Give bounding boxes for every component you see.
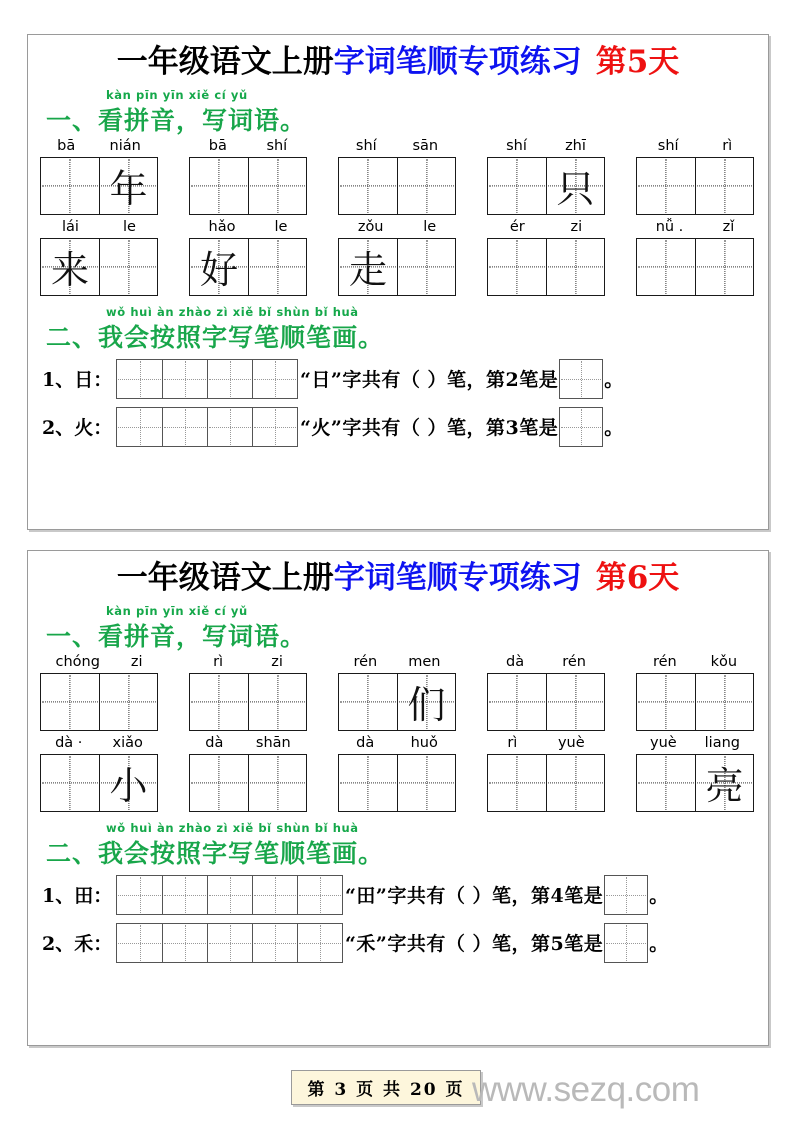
tianzige-grid[interactable] [189,157,307,215]
stroke-box[interactable] [207,360,252,398]
word-cell [338,735,456,812]
hanzi-glyph [41,674,99,730]
pinyin-syllable-1: ér [509,218,525,235]
hanzi-glyph [488,239,546,295]
word-cell [338,138,456,215]
word-cell [487,654,605,731]
tianzige-cell[interactable] [41,674,99,730]
hanzi-glyph: 只 [556,167,595,212]
pinyin-syllable-2: le [423,218,437,235]
word-row [28,219,768,296]
hanzi-glyph [547,674,604,730]
stroke-period: 。 [604,417,624,440]
hanzi-glyph: 小 [109,764,148,809]
pinyin-syllable-2: nián [109,137,141,154]
word-cell [189,735,307,812]
tianzige-cell[interactable] [397,158,455,214]
hanzi-glyph [100,239,157,295]
word-row [28,654,768,731]
tianzige-cell[interactable] [695,158,753,214]
hanzi-glyph [249,755,306,811]
stroke-row-label: 2、禾： [42,933,113,956]
hanzi-glyph [696,239,753,295]
tianzige-cell[interactable] [546,674,604,730]
stroke-order-row [28,875,768,915]
hanzi-glyph [249,674,306,730]
pinyin-syllable-2: le [274,218,288,235]
hanzi-glyph [41,158,99,214]
hanzi-glyph: 年 [109,167,148,212]
pinyin-syllable-1: dà [205,734,224,751]
pinyin-syllable-1: yuè [649,734,677,751]
word-cell [338,654,456,731]
stroke-answer-box[interactable] [559,359,603,399]
pinyin-syllable-2: zhī [565,137,586,154]
stroke-box[interactable] [207,876,252,914]
pinyin-syllable-1: bā [57,137,76,154]
pinyin-syllable-2: rén [562,653,586,670]
tianzige-grid[interactable] [338,157,456,215]
section-1-pinyin: kàn pīn yīn xiě cí yǔ [106,603,248,618]
hanzi-glyph [637,674,695,730]
pinyin-label [189,138,307,154]
tianzige-cell[interactable] [99,674,157,730]
stroke-practice-boxes[interactable] [116,359,298,399]
pinyin-syllable-1: hǎo [208,218,236,235]
word-cell [636,654,754,731]
hanzi-glyph [637,755,695,811]
pinyin-label [636,138,754,154]
worksheet-sheet-day6 [27,550,769,1046]
tianzige-cell[interactable] [190,158,248,214]
hanzi-glyph [249,239,306,295]
tianzige-cell[interactable] [488,239,546,295]
stroke-order-row [28,407,768,447]
stroke-box[interactable] [252,924,297,962]
hanzi-glyph [488,674,546,730]
tianzige-grid[interactable] [189,238,307,296]
stroke-answer-box[interactable] [604,875,648,915]
pinyin-syllable-1: dà [356,734,375,751]
hanzi-glyph [41,755,99,811]
stroke-box[interactable] [117,360,162,398]
pinyin-syllable-1: chóng [55,653,100,670]
section-2-title: 二、我会按照字写笔顺笔画。 [46,838,385,868]
stroke-question-text: “日”字共有（ ）笔，第2笔是 [300,369,559,392]
tianzige-cell[interactable] [339,674,397,730]
tianzige-grid[interactable] [338,238,456,296]
pinyin-syllable-1: shí [657,137,679,154]
hanzi-glyph [696,158,753,214]
hanzi-glyph [190,755,248,811]
hanzi-glyph [190,674,248,730]
pinyin-syllable-1: lái [62,218,79,235]
tianzige-grid[interactable] [40,157,158,215]
pinyin-syllable-2: liang [704,734,740,751]
hanzi-glyph: 们 [407,683,446,728]
tianzige-cell[interactable] [339,755,397,811]
pinyin-label [636,735,754,751]
stroke-period: 。 [649,933,669,956]
pinyin-syllable-2: men [408,653,441,670]
tianzige-cell[interactable] [99,158,157,214]
stroke-box[interactable] [162,360,207,398]
pinyin-syllable-1: zǒu [357,218,384,235]
stroke-box[interactable] [117,924,162,962]
section-heading-2 [38,305,768,351]
tianzige-grid[interactable] [487,673,605,731]
pinyin-label [487,735,605,751]
stroke-box[interactable] [117,408,162,446]
hanzi-glyph [339,755,397,811]
hanzi-glyph [398,158,455,214]
pinyin-label [338,219,456,235]
word-cell [189,138,307,215]
tianzige-cell[interactable] [546,158,604,214]
hanzi-glyph [547,755,604,811]
word-cell [636,138,754,215]
tianzige-grid[interactable] [636,157,754,215]
tianzige-cell[interactable] [397,755,455,811]
hanzi-glyph [398,755,455,811]
tianzige-grid[interactable] [487,157,605,215]
section-2-pinyin: wǒ huì àn zhào zì xiě bǐ shùn bǐ huà [106,304,359,319]
pinyin-label [40,138,158,154]
tianzige-cell[interactable] [546,239,604,295]
stroke-order-row [28,923,768,963]
pinyin-label [189,735,307,751]
pinyin-label [636,219,754,235]
pinyin-syllable-1: shí [355,137,377,154]
pinyin-syllable-2: zi [271,653,283,670]
word-row [28,138,768,215]
tianzige-cell[interactable] [248,755,306,811]
tianzige-cell[interactable] [190,755,248,811]
tianzige-cell[interactable] [637,239,695,295]
hanzi-glyph: 亮 [705,764,744,809]
tianzige-grid[interactable] [636,754,754,812]
pinyin-syllable-2: huǒ [410,734,438,751]
hanzi-glyph [339,674,397,730]
tianzige-cell[interactable] [41,755,99,811]
tianzige-cell[interactable] [339,239,397,295]
section-2-pinyin: wǒ huì àn zhào zì xiě bǐ shùn bǐ huà [106,820,359,835]
word-row [28,735,768,812]
stroke-box[interactable] [252,408,297,446]
tianzige-grid[interactable] [636,673,754,731]
tianzige-cell[interactable] [248,158,306,214]
tianzige-cell[interactable] [695,755,753,811]
tianzige-cell[interactable] [41,158,99,214]
title-day-badge: 第5天 [595,44,680,80]
tianzige-grid[interactable] [636,238,754,296]
page-title-day6 [28,551,768,595]
stroke-box[interactable] [252,360,297,398]
pinyin-syllable-2: zǐ [722,218,735,235]
word-cell [189,219,307,296]
pinyin-label [189,219,307,235]
stroke-answer-box[interactable] [604,923,648,963]
hanzi-glyph [637,158,695,214]
tianzige-cell[interactable] [248,239,306,295]
stroke-box[interactable] [162,876,207,914]
tianzige-cell[interactable] [99,755,157,811]
tianzige-cell[interactable] [397,239,455,295]
pinyin-label [487,219,605,235]
tianzige-cell[interactable] [190,674,248,730]
tianzige-cell[interactable] [695,239,753,295]
pinyin-syllable-2: le [123,218,136,235]
pinyin-syllable-2: zi [130,653,143,670]
stroke-row-label: 1、田： [42,885,113,908]
pinyin-label [636,654,754,670]
stroke-box[interactable] [207,408,252,446]
pinyin-syllable-2: shān [255,734,291,751]
pinyin-label [189,654,307,670]
tianzige-grid[interactable] [338,754,456,812]
word-cell [487,219,605,296]
hanzi-glyph: 走 [348,248,387,293]
pinyin-label [487,138,605,154]
pinyin-syllable-1: bā [208,137,227,154]
title-topic-text: 字词笔顺专项练习 [333,560,582,596]
pinyin-syllable-2: shí [266,137,288,154]
word-cell [636,219,754,296]
hanzi-glyph [249,158,306,214]
tianzige-cell[interactable] [637,755,695,811]
pinyin-syllable-1: rén [652,653,677,670]
word-cell [636,735,754,812]
tianzige-grid[interactable] [338,673,456,731]
stroke-question-text: “田”字共有（ ）笔，第4笔是 [345,885,604,908]
tianzige-grid[interactable] [189,754,307,812]
stroke-period: 。 [604,369,624,392]
pinyin-syllable-2: sān [412,137,439,154]
pinyin-label [338,735,456,751]
stroke-answer-box[interactable] [559,407,603,447]
stroke-practice-boxes[interactable] [116,875,343,915]
title-day-badge: 第6天 [595,560,680,596]
hanzi-glyph [398,239,455,295]
tianzige-cell[interactable] [99,239,157,295]
tianzige-cell[interactable] [488,755,546,811]
stroke-box[interactable] [207,924,252,962]
pinyin-syllable-1: rì [507,734,518,751]
pinyin-syllable-1: rì [213,653,224,670]
tianzige-cell[interactable] [546,755,604,811]
page-title-day5 [28,35,768,79]
pinyin-syllable-1: rén [353,653,378,670]
title-grade-text: 一年级语文上册 [116,560,334,596]
stroke-order-row [28,359,768,399]
tianzige-grid[interactable] [189,673,307,731]
pinyin-syllable-2: kǒu [710,653,738,670]
pinyin-syllable-2: xiǎo [112,734,143,751]
title-topic-text: 字词笔顺专项练习 [333,44,582,80]
hanzi-glyph [547,239,604,295]
pinyin-syllable-2: zi [570,218,583,235]
stroke-practice-boxes[interactable] [116,923,343,963]
pinyin-syllable-1: dà · [55,734,83,751]
tianzige-cell[interactable] [488,674,546,730]
stroke-box[interactable] [162,924,207,962]
tianzige-cell[interactable] [190,239,248,295]
hanzi-glyph [100,674,157,730]
stroke-period: 。 [649,885,669,908]
hanzi-glyph [488,755,546,811]
pinyin-syllable-1: dà [506,653,525,670]
pinyin-syllable-2: rì [722,137,733,154]
word-cell [40,219,158,296]
worksheet-sheet-day5 [27,34,769,530]
tianzige-cell[interactable] [397,674,455,730]
tianzige-grid[interactable] [40,754,158,812]
word-cell [40,138,158,215]
hanzi-glyph [637,239,695,295]
pinyin-label [40,735,158,751]
tianzige-cell[interactable] [637,158,695,214]
stroke-box[interactable] [297,876,342,914]
pinyin-syllable-1: shí [506,137,527,154]
word-cell [487,138,605,215]
section-heading-2 [38,821,768,867]
stroke-box[interactable] [297,924,342,962]
stroke-box[interactable] [252,876,297,914]
hanzi-glyph [339,158,397,214]
pinyin-label [40,654,158,670]
title-grade-text: 一年级语文上册 [116,44,334,80]
section-2-title: 二、我会按照字写笔顺笔画。 [46,322,385,352]
tianzige-grid[interactable] [40,238,158,296]
pinyin-label [338,138,456,154]
tianzige-cell[interactable] [695,674,753,730]
tianzige-grid[interactable] [487,238,605,296]
word-cell [487,735,605,812]
hanzi-glyph: 好 [199,248,238,293]
hanzi-glyph [488,158,546,214]
pinyin-syllable-2: yuè [557,734,585,751]
word-cell [189,654,307,731]
hanzi-glyph [190,158,248,214]
tianzige-cell[interactable] [637,674,695,730]
stroke-row-label: 2、火： [42,417,113,440]
section-1-title: 一、看拼音，写词语。 [46,621,307,651]
section-heading-1 [38,88,768,134]
section-heading-1 [38,604,768,650]
pinyin-label [487,654,605,670]
tianzige-cell[interactable] [248,674,306,730]
stroke-box[interactable] [117,876,162,914]
pinyin-label [338,654,456,670]
section-1-pinyin: kàn pīn yīn xiě cí yǔ [106,87,248,102]
hanzi-glyph [696,674,753,730]
stroke-row-label: 1、日： [42,369,113,392]
pinyin-label [40,219,158,235]
word-cell [338,219,456,296]
word-cell [40,735,158,812]
tianzige-grid[interactable] [487,754,605,812]
tianzige-grid[interactable] [40,673,158,731]
tianzige-cell[interactable] [41,239,99,295]
stroke-question-text: “火”字共有（ ）笔，第3笔是 [300,417,559,440]
stroke-box[interactable] [162,408,207,446]
section-1-title: 一、看拼音，写词语。 [46,105,307,135]
page-number-box: 第 3 页 共 20 页 [291,1070,481,1105]
hanzi-glyph: 来 [50,248,89,293]
tianzige-cell[interactable] [488,158,546,214]
stroke-practice-boxes[interactable] [116,407,298,447]
tianzige-cell[interactable] [339,158,397,214]
word-cell [40,654,158,731]
stroke-question-text: “禾”字共有（ ）笔，第5笔是 [345,933,604,956]
site-watermark: www.sezq.com [472,1070,700,1109]
pinyin-syllable-1: nǚ . [655,218,684,235]
